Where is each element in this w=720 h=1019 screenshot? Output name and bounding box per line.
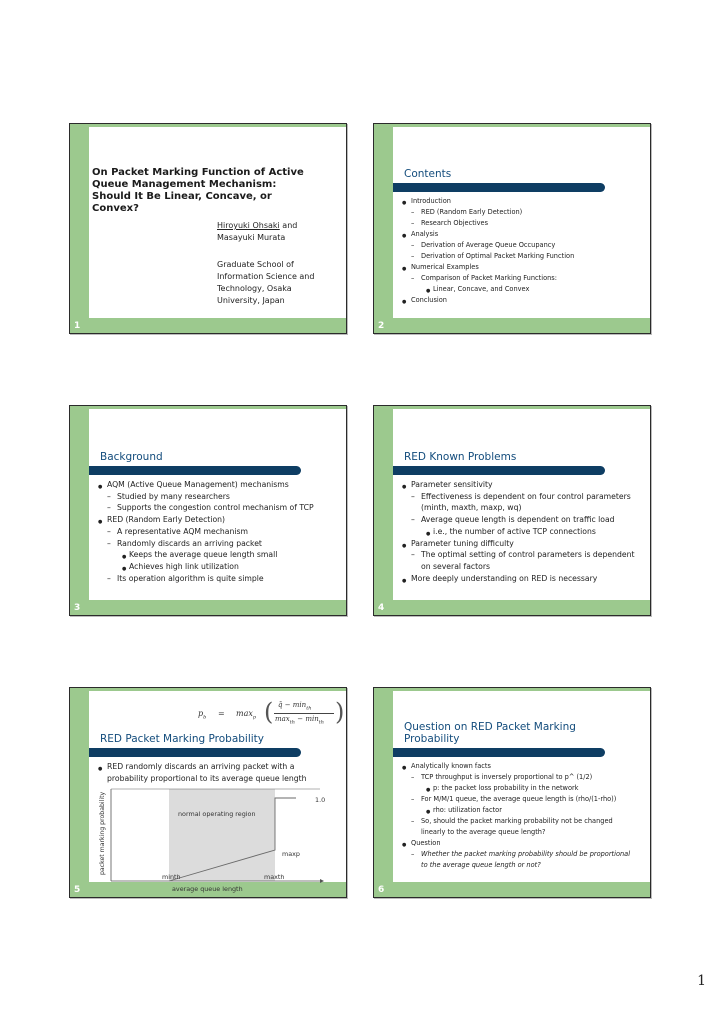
formula-coef: max [236, 709, 253, 718]
problems-list [402, 479, 642, 584]
list-item: – RED (Random Early Detection) [402, 207, 642, 218]
slide-title-line-1: Question on RED Packet Marking [404, 721, 576, 733]
list-item: – Its operation algorithm is quite simple [98, 573, 338, 585]
slide-title: RED Known Problems [404, 451, 517, 463]
slide-sidebar [70, 406, 89, 615]
slide-bottom-bar [374, 318, 650, 333]
slide-sidebar [70, 124, 89, 333]
list-item: ● Linear, Concave, and Convex [402, 284, 642, 295]
contents-list [402, 196, 642, 306]
slide-top-bar [70, 124, 346, 127]
slide-number: 6 [378, 885, 385, 895]
slide-number: 1 [74, 321, 81, 331]
slide-3 [69, 405, 347, 616]
y-axis-label: packet marking probability [99, 791, 106, 875]
list-item: ● Analytically known facts [402, 761, 632, 772]
slide-bottom-bar [374, 882, 650, 897]
slide-title: Contents [404, 168, 452, 180]
list-item: – Research Objectives [402, 218, 642, 229]
list-item: – So, should the packet marking probability not be changed linearly to the average queue length? [402, 816, 632, 838]
formula-numerator: q̄ − min [278, 701, 307, 709]
list-item: ● Question [402, 838, 632, 849]
list-item: ● Introduction [402, 196, 642, 207]
list-item: – Supports the congestion control mechanism of TCP [98, 502, 338, 514]
list-item: – Derivation of Average Queue Occupancy [402, 240, 642, 251]
slide-bottom-bar [70, 600, 346, 615]
list-item: ● RED (Random Early Detection) [98, 514, 338, 526]
author-join: and [279, 221, 298, 230]
slide-sidebar [374, 688, 393, 897]
maxth-label: maxth [264, 873, 285, 881]
title-band [393, 466, 605, 475]
list-item: – Average queue length is dependent on traffic load [402, 514, 642, 526]
formula-den-sub2: th [318, 719, 324, 726]
slide-title: RED Packet Marking Probability [100, 733, 265, 745]
list-item: – Effectiveness is dependent on four control parameters (minth, maxth, maxp, wq) [402, 491, 642, 514]
slide-5 [69, 687, 347, 898]
list-item: – TCP throughput is inversely proportional to p^ (1/2) [402, 772, 632, 783]
list-item: ● AQM (Active Queue Management) mechanisms [98, 479, 338, 491]
formula-lhs: p [198, 709, 204, 718]
region-label: normal operating region [178, 810, 256, 818]
list-item: – The optimal setting of control parameters is dependent on several factors [402, 549, 642, 572]
list-item: ● Numerical Examples [402, 262, 642, 273]
list-item: ● Conclusion [402, 295, 642, 306]
list-item: ● Parameter sensitivity [402, 479, 642, 491]
author-2: Masayuki Murata [217, 233, 286, 242]
authors [217, 220, 297, 244]
list-item: – Derivation of Optimal Packet Marking Function [402, 251, 642, 262]
slide-top-bar [374, 406, 650, 409]
formula-eq: = [218, 709, 225, 718]
title-band [393, 748, 605, 757]
slide-title [404, 721, 576, 745]
maxp-label: maxp [282, 850, 300, 858]
title-band [89, 466, 301, 475]
list-item: – A representative AQM mechanism [98, 526, 338, 538]
slide-number: 3 [74, 603, 81, 613]
slide-top-bar [374, 124, 650, 127]
list-item: – For M/M/1 queue, the average queue length is (rho/(1-rho)) [402, 794, 632, 805]
slide-title: Background [100, 451, 163, 463]
slide-top-bar [374, 688, 650, 691]
marking-formula: $p_b$ = $\max_p$ ( q̄ − $\min_{th}$ $\max_{th} - \min_{th}$ ) [198, 698, 345, 726]
slide-2 [373, 123, 651, 334]
slide-number: 4 [378, 603, 385, 613]
affiliation: Graduate School of Information Science and Technology, Osaka University, Japan [217, 260, 315, 305]
slide-title-line-2: Probability [404, 733, 460, 745]
slide-sidebar [374, 124, 393, 333]
list-item: ● Keeps the average queue length small [98, 549, 338, 561]
slide-6 [373, 687, 651, 898]
title-band [393, 183, 605, 192]
slide-sidebar [374, 406, 393, 615]
normal-operating-region [169, 789, 275, 881]
formula-coef-sub: p [252, 714, 257, 721]
one-label: 1.0 [315, 796, 326, 804]
marking-chart [70, 688, 346, 897]
list-item: ● p: the packet loss probability in the network [402, 783, 632, 794]
list-item: ● Parameter tuning difficulty [402, 538, 642, 550]
slide-1 [69, 123, 347, 334]
list-item: – Randomly discards an arriving packet [98, 538, 338, 550]
minth-label: minth [162, 873, 181, 881]
slide-number: 2 [378, 321, 385, 331]
list-item: ● Analysis [402, 229, 642, 240]
slide-bottom-bar [374, 600, 650, 615]
slide-number: 5 [74, 885, 81, 895]
background-list [98, 479, 338, 584]
slide-4 [373, 405, 651, 616]
list-item: ● RED randomly discards an arriving packet with a probability proportional to its average queue length [98, 761, 323, 784]
formula-den-sub1: th [289, 719, 295, 726]
formula-lhs-sub: b [203, 714, 207, 721]
formula-num-sub: th [306, 705, 312, 712]
slide-bottom-bar [70, 318, 346, 333]
list-item: ● More deeply understanding on RED is necessary [402, 573, 642, 585]
slide-title: On Packet Marking Function of Active Queue Management Mechanism: Should It Be Linear, Concave, or Convex? [92, 167, 304, 214]
page-number: 1 [697, 973, 706, 989]
formula-den: max [275, 715, 290, 723]
question-list [402, 761, 632, 871]
list-item: ● i.e., the number of active TCP connections [402, 526, 642, 538]
x-axis-label: average queue length [172, 885, 243, 893]
author-link[interactable]: Hiroyuki Ohsaki [217, 221, 280, 230]
formula-den-mid: − min [295, 715, 319, 723]
list-item: – Studied by many researchers [98, 491, 338, 503]
list-item: ● rho: utilization factor [402, 805, 632, 816]
x-axis-arrow [320, 879, 324, 883]
list-item: – Whether the packet marking probability should be proportional to the average queue length or not? [402, 849, 632, 871]
slide-top-bar [70, 406, 346, 409]
list-item: – Comparison of Packet Marking Functions: [402, 273, 642, 284]
list-item: ● Achieves high link utilization [98, 561, 338, 573]
